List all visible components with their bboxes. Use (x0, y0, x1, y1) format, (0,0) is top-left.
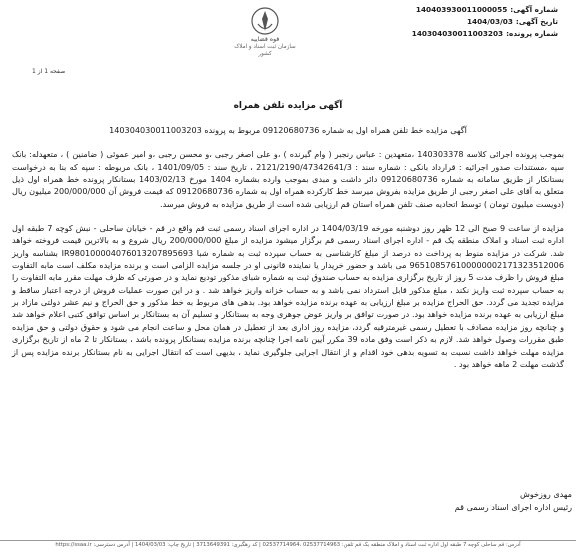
ad-date: 1404/03/03 (466, 17, 513, 26)
intro-paragraph: آگهی مزایده خط تلفن همراه اول به شماره 09120680736 مربوط به پرونده 140304030011003203 (109, 125, 467, 135)
case-paragraph: بموجب پرونده اجرائی کلاسه 140303378 ،متعهدین : عباس رنجبر ( وام گیرنده ) ،و علی اصغر رجبی ،و محسن رجبی ،و امیر عموئی ( ضامنین ) ، متعهدله: بانک سپه ،مستندات صدور اجرائیه : قرارداد بانکی : شماره سند : 2121/2190/47342641/3 ، تاریخ سند : 1401/09/05 ، بانک مربوطه : سپه که بنا به درخواست بستانکار از طریق سامانه به شماره 09120680736 دائر داشت و مبدی بموجب وارده بشماره 1404 مورخ 1403/02/13 بستانکار پرونده خط همراه اول ذیل متعلق به آقای علی اصغر رجبی از طریق مزایده بفروش میرسد خط کارکرده همراه اول به شماره 09120680736 که قیمت فروش آن 200/000/000 میلیون ریال (دویست میلیون تومان ) توسط اتحادیه صنف تلفن همراه استان قم ارزیابی شده است از طریق مزایده به فروش میرسد. (12, 149, 565, 209)
ad-date-row (258, 16, 558, 28)
ad-date-label: تاریخ آگهی: (515, 17, 558, 26)
ad-number: 140403930011000055 (415, 5, 508, 14)
document-body (12, 124, 564, 370)
page-number: صفحه 1 از 1 (32, 68, 66, 75)
org-logo (230, 6, 300, 66)
ad-number-label: شماره آگهی: (510, 5, 558, 14)
document-title: آگهی مزایده تلفن همراه (233, 101, 343, 111)
file-number-label: شماره پرونده: (506, 29, 558, 38)
file-number: 140304030011003203 (411, 29, 504, 38)
org-subtitle: سازمان ثبت اسناد و املاک کشور (234, 44, 296, 57)
file-number-row (258, 28, 558, 40)
emblem-icon (250, 6, 280, 36)
org-name: قوه قضاییه (250, 36, 280, 43)
signature-block (340, 488, 572, 513)
ad-number-row (258, 4, 558, 16)
signer-name: مهدی روزخوش (519, 489, 572, 499)
auction-paragraph: مزایده از ساعت 9 صبح الی 12 ظهر روز دوشنبه مورخه 1404/03/19 در اداره اجرای اسناد رسمی ثبت قم واقع در قم - خیابان ساحلی - نبش کوچه 7 طبقه اول اداره ثبت اسناد و املاک منطقه یک قم - اداره اجرای اسناد رسمی قم برگزار میشود مزایده از مبلغ 200/000/000 ریال شروع و به بالاترین قیمت فروخته خواهد شد. شرکت در مزایده منوط به پرداخت ده درصد از مبلغ کارشناسی به حساب سپرده ثبت به شماره شبا IR980100004076013207895693 بشناسه واریز 965108576100000002171323512006 می باشد و حضور خریدار یا نماینده قانونی او در جلسه مزایده الزامی است و برنده مزایده مکلف است مابه التفاوت مبلغ فروش را ظرف مدت 5 روز از تاریخ برگزاری مزایده به حساب صندوق ثبت به شماره شبای مذکور تودیع نماید و در صورتی که ظرف مهلت مقرر مابه التفاوت را به حساب سپرده ثبت واریز نکند ، مبلغ مذکور قابل استرداد نمی باشد و به حساب خزانه واریز خواهد شد . و در این صورت عملیات فروش از درجه اعتبار ساقط و مزایده تجدید می گردد. حق الحراج مزایده بر مبلغ ارزیابی به عهده برنده مزایده خواهد بود. بدهی های مربوط به خط مذکور و حق الحراج و نیم عشر دولتی مازاد بر مبلغ ارزیابی به عهده برنده مزایده خواهد بود. در صورت توافق بر واریز عوض جوهری وجه به بستانکار و تسلیم آن به بستانکار بر اساس توافق کتبی اعلام خواهد شد و چنانچه روز مزایده مصادف با تعطیل رسمی غیرمترقبه گردد، مزایده روز اداری بعد از تعطیل در همان محل و ساعت انجام می شود و حقوق دولتی و حق مزایده طبق مقررات وصول خواهد شد. لازم به ذکر است وفق ماده 39 مکرر آیین نامه اجرا چنانچه برنده مزایده بستانکار پرونده باشد ، بستانکار تا 2 ماه از تاریخ برگزاری مزایده مهلت خواهد داشت نسبت به تسویه بدهی خود اقدام و از انتقال اجرایی جلوگیری نماید ، بدیهی است که انتقال اجرایی به نام بستانکار برنده مزایده پس از گذشت مهلت 2 ماهه خواهد بود . (12, 223, 564, 369)
signer-role: رئیس اداره اجرای اسناد رسمی قم (454, 501, 572, 512)
page-footer: آدرس: قم ساحلی کوچه 7 طبقه اول اداره ثبت اسناد و املاک منطقه یک قم تلفن: 02537714963 ،02537714964 | کد رهگیری: 3713649391 | تاریخ چاپ: 1404/03/03 | آدرس دسترسی: https://ssaa.ir (0, 540, 576, 559)
ad-meta (258, 4, 558, 40)
